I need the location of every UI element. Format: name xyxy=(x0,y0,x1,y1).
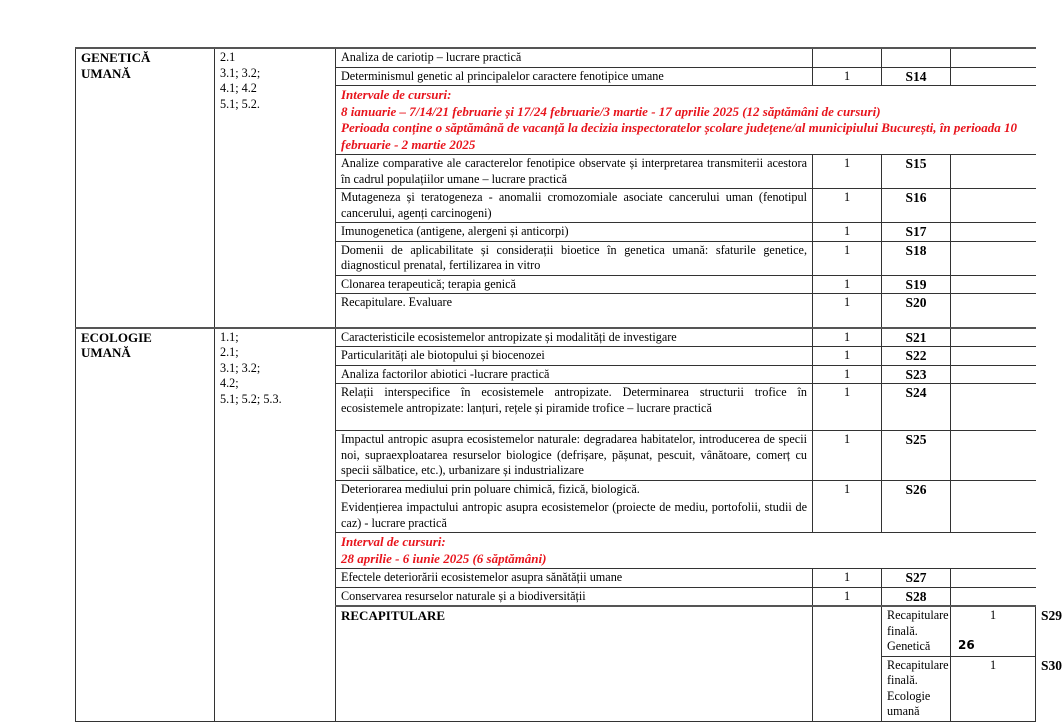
content-text: Conservarea resurselor naturale și a biodiversității xyxy=(341,588,586,603)
competencies xyxy=(215,328,336,722)
section-title-line: ECOLOGIE xyxy=(81,329,152,345)
hours-cell: 1 xyxy=(813,587,882,606)
hours-cell: 1 xyxy=(813,384,882,431)
content-cell xyxy=(336,275,813,294)
notice-line: Interval de cursuri: xyxy=(341,534,446,549)
empty-cell xyxy=(951,569,1036,588)
competency: 3.1; 3.2; xyxy=(220,360,261,375)
hours-cell: 1 xyxy=(813,328,882,347)
empty-cell xyxy=(951,241,1036,275)
hours-cell: 1 xyxy=(813,347,882,366)
empty-cell xyxy=(951,67,1036,86)
week-cell: S27 xyxy=(882,569,951,588)
week-cell: S16 xyxy=(882,189,951,223)
hours-cell: 1 xyxy=(813,480,882,533)
competency: 5.1; 5.2; 5.3. xyxy=(220,391,282,406)
hours-cell: 1 xyxy=(813,365,882,384)
hours-cell: 1 xyxy=(813,241,882,275)
content-cell xyxy=(336,480,813,533)
week-cell: S21 xyxy=(882,328,951,347)
empty-cell xyxy=(951,223,1036,242)
content-cell xyxy=(336,48,813,67)
competency: 4.2; xyxy=(220,376,239,390)
section-title-line: GENETICĂ xyxy=(81,50,151,65)
section-title xyxy=(336,606,813,721)
content-cell xyxy=(336,155,813,189)
empty-cell xyxy=(951,347,1036,366)
content-text: Efectele deteriorării ecosistemelor asupra sănătății umane xyxy=(341,570,623,584)
content-text: Determinismul genetic al principalelor caractere fenotipice umane xyxy=(341,68,664,83)
empty-cell xyxy=(951,155,1036,189)
section-title-line: RECAPITULARE xyxy=(341,608,446,623)
week-cell: S17 xyxy=(882,223,951,242)
empty-cell xyxy=(951,365,1036,384)
empty-cell xyxy=(951,294,1036,328)
content-text: Recapitulare. Evaluare xyxy=(341,295,452,309)
section-title xyxy=(76,328,215,722)
hours-cell: 1 xyxy=(813,189,882,223)
empty-cell xyxy=(951,587,1036,606)
content-cell xyxy=(336,223,813,242)
empty-cell xyxy=(951,431,1036,481)
table-row: RECAPITULARE Recapitulare finală. Genetică 1 S29 xyxy=(76,606,1036,656)
week-cell: S25 xyxy=(882,431,951,481)
week-cell: S18 xyxy=(882,241,951,275)
content-cell xyxy=(336,67,813,86)
hours-cell: 1 xyxy=(813,67,882,86)
empty-cell xyxy=(951,328,1036,347)
competency: 1.1; xyxy=(220,329,239,344)
hours-cell: 1 xyxy=(813,569,882,588)
content-cell xyxy=(336,328,813,347)
week-cell: S26 xyxy=(882,480,951,533)
content-cell xyxy=(336,189,813,223)
week-cell: S14 xyxy=(882,67,951,86)
content-text: Clonarea terapeutică; terapia genică xyxy=(341,276,516,291)
content-text: Analiza de cariotip – lucrare practică xyxy=(341,50,522,64)
section-title-line: UMANĂ xyxy=(81,65,131,81)
competency: 2.1 xyxy=(220,50,236,64)
competency: 4.1; 4.2 xyxy=(220,81,257,95)
table-row xyxy=(76,48,1036,67)
table-row xyxy=(76,328,1036,347)
week-cell: S20 xyxy=(882,294,951,328)
competency: 5.1; 5.2. xyxy=(220,96,260,111)
empty-cell xyxy=(951,189,1036,223)
page-number: 26 xyxy=(958,638,975,652)
hours-cell: 1 xyxy=(813,275,882,294)
content-cell xyxy=(882,656,951,721)
empty-cell xyxy=(951,384,1036,431)
hours-cell: 1 xyxy=(951,606,1036,656)
competency: 3.1; 3.2; xyxy=(220,65,261,80)
content-text: Recapitulare finală. Ecologie umană xyxy=(887,657,949,718)
content-text: Analize comparative ale caracterelor fenotipice observate și interpretarea transmiterii acestora în cadrul populațiilor umane – lucrare practică xyxy=(341,156,807,186)
notice-line: Intervale de cursuri: xyxy=(341,87,452,102)
hours-cell: 1 xyxy=(813,431,882,481)
content-cell xyxy=(336,294,813,328)
content-text: Evidențierea impactului antropic asupra ecosistemelor (proiecte de mediu, portofolii, studii de caz) - lucrare practică xyxy=(341,500,807,530)
week-cell: S15 xyxy=(882,155,951,189)
hours-cell: 1 xyxy=(813,294,882,328)
course-interval-notice xyxy=(336,86,1036,155)
section-title xyxy=(76,48,215,328)
empty-cell xyxy=(951,480,1036,533)
notice-line: 28 aprilie - 6 iunie 2025 (6 săptămâni) xyxy=(341,550,547,566)
notice-line: 8 ianuarie – 7/14/21 februarie și 17/24 februarie/3 martie - 17 aprilie 2025 (12 săptămâni de cursuri) xyxy=(341,103,881,119)
week-cell: S19 xyxy=(882,275,951,294)
content-text: Relații interspecifice în ecosistemele antropizate. Determinarea structurii trofice în ecosistemele antropizate: lanțuri, rețele și piramide trofice – lucrare practică xyxy=(341,385,807,415)
competencies xyxy=(215,48,336,328)
content-cell xyxy=(336,431,813,481)
content-text: Analiza factorilor abiotici -lucrare practică xyxy=(341,366,550,381)
week-cell: S28 xyxy=(882,587,951,606)
content-text: Deteriorarea mediului prin poluare chimică, fizică, biologică. xyxy=(341,481,640,496)
week-cell: S22 xyxy=(882,347,951,366)
section-title-line: UMANĂ xyxy=(81,345,131,360)
content-text: Caracteristicile ecosistemelor antropizate și modalități de investigare xyxy=(341,329,677,344)
notice-line: Perioada conține o săptămână de vacanță la decizia inspectoratelor școlare județene/al municipiului București, în perioada 10 februarie - 2 martie 2025 xyxy=(341,120,1018,152)
table-row: Recapitulare finală. Ecologie umană 1 S30 xyxy=(76,656,1036,721)
hours-cell: 1 xyxy=(951,656,1036,721)
course-interval-notice xyxy=(336,533,1036,569)
content-cell xyxy=(336,347,813,366)
curriculum-table xyxy=(75,47,1062,722)
empty-cell xyxy=(951,275,1036,294)
week-cell xyxy=(882,48,951,67)
content-text: Impactul antropic asupra ecosistemelor naturale: degradarea habitatelor, introducerea de specii noi, supraexploatarea resurselor biologice (defrișare, pășunat, pescuit, vânătoare, comerț cu specii sălbatice, etc.), urbanizare și industrializare xyxy=(341,432,807,477)
week-cell: S24 xyxy=(882,384,951,431)
empty-cell xyxy=(951,48,1036,67)
competency: 2.1; xyxy=(220,345,239,359)
content-cell xyxy=(336,241,813,275)
content-cell xyxy=(336,569,813,588)
content-cell xyxy=(882,606,951,656)
hours-cell: 1 xyxy=(813,223,882,242)
hours-cell: 1 xyxy=(813,155,882,189)
competencies xyxy=(813,606,882,721)
content-cell xyxy=(336,587,813,606)
content-text: Particularități ale biotopului și biocenozei xyxy=(341,348,545,362)
content-text: Imunogenetica (antigene, alergeni și anticorpi) xyxy=(341,224,569,238)
content-cell xyxy=(336,384,813,431)
content-text: Domenii de aplicabilitate și considerații bioetice în genetica umană: sfaturile genetice, diagnosticul prenatal, fertilizarea in vitro xyxy=(341,242,807,272)
content-text: Recapitulare finală. Genetică xyxy=(887,608,949,653)
content-cell xyxy=(336,365,813,384)
hours-cell xyxy=(813,48,882,67)
content-text: Mutageneza și teratogeneza - anomalii cromozomiale asociate cancerului uman (fenotipul cancerului, agenți carcinogeni) xyxy=(341,190,807,220)
week-cell: S23 xyxy=(882,365,951,384)
